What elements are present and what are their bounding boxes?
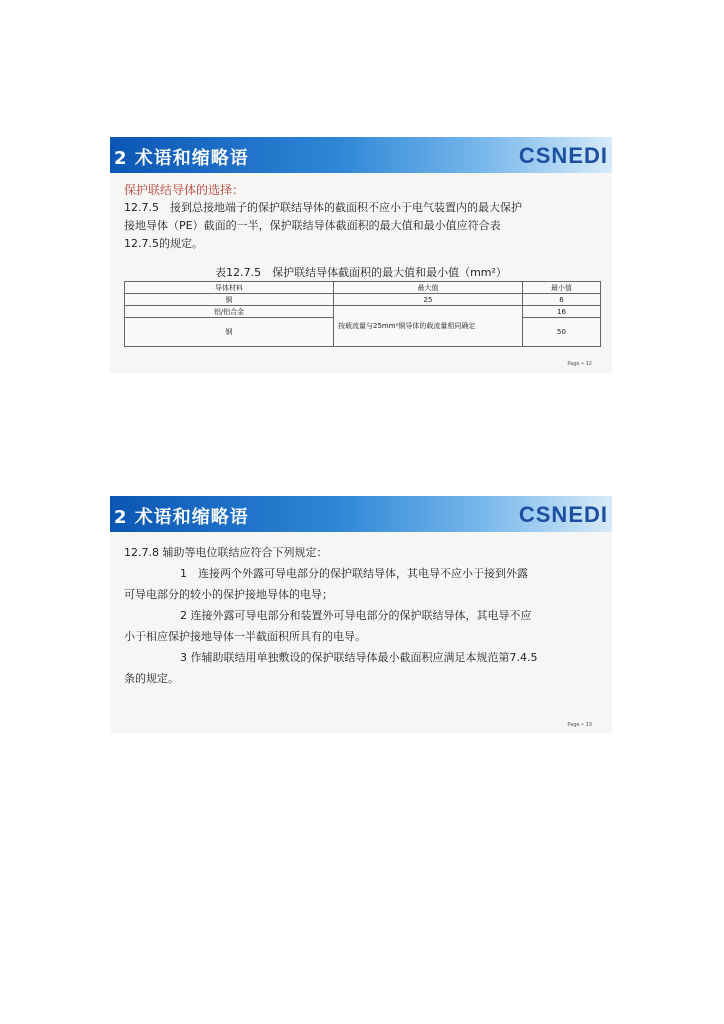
brand-logo: CSNEDI	[518, 143, 608, 168]
section-text	[124, 542, 598, 689]
paragraph-line: 2 连接外露可导电部分和装置外可导电部分的保护联结导体，其电导不应	[180, 609, 532, 622]
cell-min: 50	[523, 318, 601, 347]
cell-min: 6	[523, 294, 601, 306]
banner-title: 2 术语和缩略语	[114, 148, 249, 169]
page-number: Page • 13	[567, 722, 592, 728]
page-number: Page • 12	[567, 361, 592, 367]
paragraph-line: 12.7.5 接到总接地端子的保护联结导体的截面积不应小于电气装置内的最大保护	[124, 201, 522, 214]
paragraph-line: 可导电部分的较小的保护接地导体的电导；	[124, 588, 333, 601]
paragraph-line: 条的规定。	[124, 672, 179, 685]
paragraph-line: 12.7.8 辅助等电位联结应符合下列规定：	[124, 546, 328, 559]
header-min: 最小值	[523, 282, 601, 294]
cell-material: 铝/铝合金	[125, 306, 334, 318]
cell-max: 25	[334, 294, 523, 306]
paragraph-line: 3 作辅助联结用单独敷设的保护联结导体最小截面积应满足本规范第7.4.5	[180, 651, 538, 664]
paragraph-line: 小于相应保护接地导体一半截面积所具有的电导。	[124, 630, 366, 643]
table-header-row	[125, 282, 601, 294]
slide-page-12	[110, 137, 612, 373]
table-row	[125, 306, 601, 318]
paragraph-line: 接地导体（PE）截面的一半，保护联结导体截面积的最大值和最小值应符合表	[124, 219, 501, 232]
cell-max-merged: 按载流量与25mm²铜导体的载流量相同确定	[334, 306, 523, 347]
paragraph-line: 12.7.5的规定。	[124, 237, 203, 250]
section-subhead: 保护联结导体的选择：	[124, 183, 245, 197]
table-caption: 表12.7.5 保护联结导体截面积的最大值和最小值（mm²）	[215, 266, 507, 279]
slide-page-13	[110, 496, 612, 734]
brand-logo: CSNEDI	[518, 502, 608, 527]
header-material: 导体材料	[125, 282, 334, 294]
paragraph-line: 1 连接两个外露可导电部分的保护联结导体，其电导不应小于接到外露	[180, 567, 528, 580]
banner-title: 2 术语和缩略语	[114, 507, 249, 528]
header-max: 最大值	[334, 282, 523, 294]
cell-min: 16	[523, 306, 601, 318]
section-text	[124, 181, 598, 253]
table-row	[125, 294, 601, 306]
cell-material: 铜	[125, 294, 334, 306]
conductor-table	[124, 281, 601, 347]
title-banner	[110, 137, 612, 173]
cell-material: 钢	[125, 318, 334, 347]
title-banner	[110, 496, 612, 532]
